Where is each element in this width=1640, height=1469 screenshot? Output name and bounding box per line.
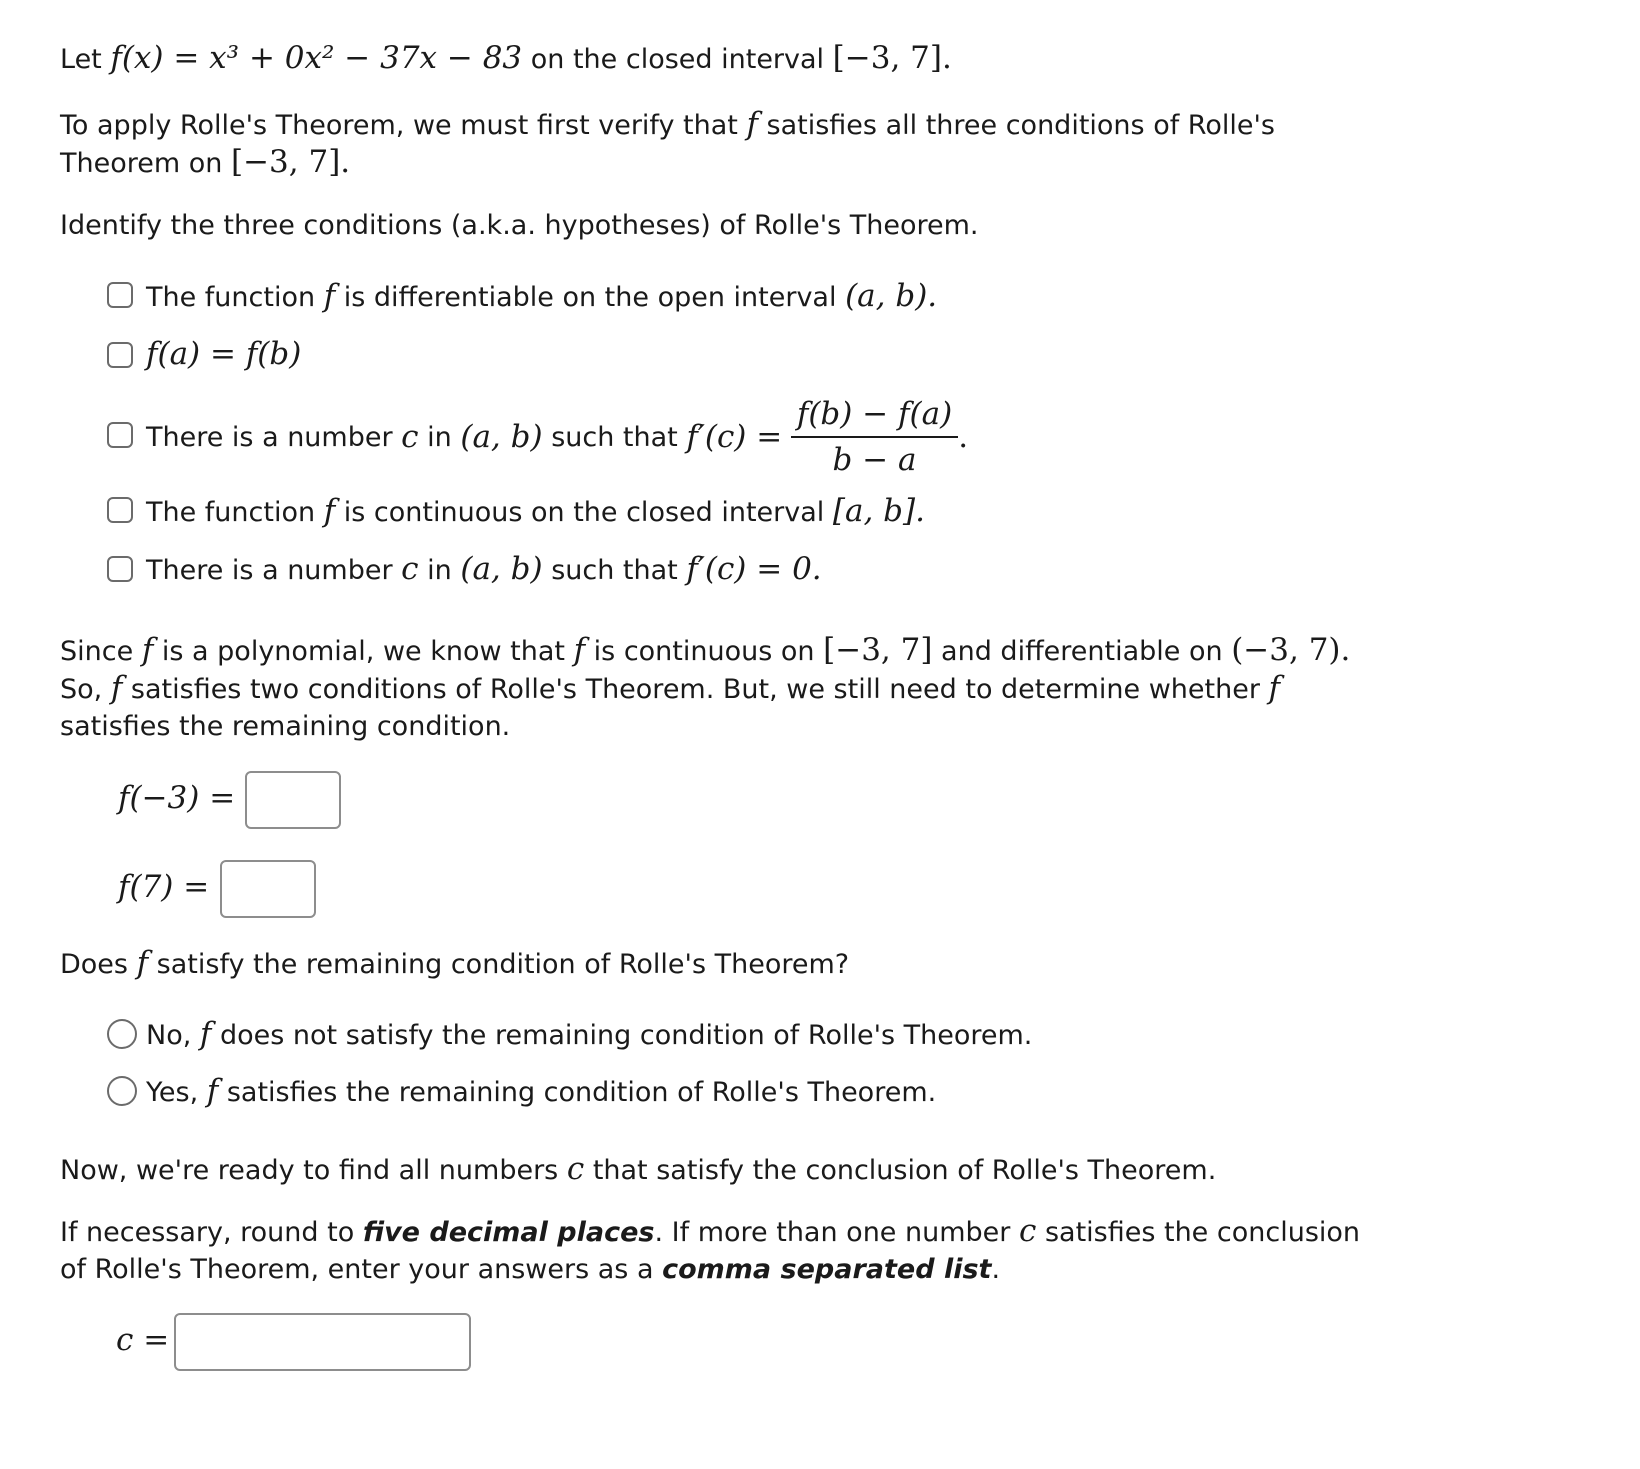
since-t6: satisfies two conditions of Rolle's Theorem. But, we still need to determine whether bbox=[130, 674, 1260, 705]
c5-text1: There is a number bbox=[146, 555, 393, 586]
condition-5-label bbox=[146, 551, 822, 587]
c5-text2: in bbox=[427, 555, 452, 586]
verify-interval: [−3, 7]. bbox=[230, 144, 351, 180]
c3-end: . bbox=[958, 419, 969, 455]
radio-no-t2: does not satisfy the remaining condition of Rolle's Theorem. bbox=[219, 1020, 1033, 1051]
question-t2: satisfy the remaining condition of Rolle's Theorem? bbox=[156, 949, 850, 980]
since-closed: [−3, 7] bbox=[823, 632, 933, 668]
since-open: (−3, 7). bbox=[1231, 632, 1351, 668]
c5-ab: (a, b) bbox=[460, 551, 543, 587]
radio-no-t1: No, bbox=[146, 1020, 192, 1051]
since-f2: f bbox=[573, 632, 586, 668]
rounding-t1: If necessary, round to bbox=[60, 1217, 355, 1248]
c3-c: c bbox=[401, 419, 419, 455]
c5-math: f′(c) = 0. bbox=[686, 551, 822, 587]
let-label: Let bbox=[60, 44, 102, 75]
c1-text2: is differentiable on the open interval bbox=[343, 282, 837, 313]
c4-text1: The function bbox=[146, 497, 316, 528]
f-symbol: f bbox=[746, 106, 758, 142]
c4-math: [a, b]. bbox=[832, 493, 925, 529]
radio-no-label bbox=[146, 1016, 1032, 1052]
conclusion-text bbox=[60, 1151, 1216, 1187]
c3-fraction bbox=[791, 392, 958, 482]
radio-yes-f: f bbox=[206, 1073, 219, 1109]
verify-paragraph bbox=[60, 106, 1390, 182]
c3-denominator: b − a bbox=[832, 442, 917, 478]
c1-f: f bbox=[323, 278, 336, 314]
c3-text3: such that bbox=[551, 421, 678, 453]
interval-math: [−3, 7]. bbox=[832, 40, 952, 76]
question-t1: Does bbox=[60, 949, 128, 980]
c3-text2: in bbox=[427, 421, 452, 453]
condition-5-checkbox[interactable] bbox=[107, 556, 133, 582]
rounding-instructions bbox=[60, 1213, 1380, 1288]
rounding-t3: satisfies the conclusion of Rolle's Theorem, enter your answers as a bbox=[60, 1217, 1361, 1285]
c3-text1: There is a number bbox=[146, 421, 393, 453]
conclusion-t1: Now, we're ready to find all numbers bbox=[60, 1155, 559, 1186]
c5-text3: such that bbox=[551, 555, 678, 586]
interval-label: on the closed interval bbox=[530, 44, 825, 75]
rounding-t2: . If more than one number bbox=[654, 1217, 1011, 1248]
radio-yes[interactable] bbox=[107, 1076, 137, 1106]
conclusion-c: c bbox=[566, 1151, 585, 1187]
problem-statement bbox=[60, 40, 952, 76]
radio-yes-t1: Yes, bbox=[146, 1077, 199, 1108]
condition-2-checkbox[interactable] bbox=[107, 342, 133, 368]
radio-no-f: f bbox=[199, 1016, 212, 1052]
c4-f: f bbox=[323, 493, 336, 529]
identify-prompt: Identify the three conditions (a.k.a. hypotheses) of Rolle's Theorem. bbox=[60, 210, 979, 241]
radio-no[interactable] bbox=[107, 1019, 137, 1049]
f-7-label: f(7) = bbox=[118, 869, 210, 905]
rounding-bold-2: comma separated list bbox=[662, 1254, 992, 1285]
f-7-input[interactable] bbox=[220, 860, 316, 918]
radio-yes-t2: satisfies the remaining condition of Rolle's Theorem. bbox=[226, 1077, 937, 1108]
condition-1-label bbox=[146, 278, 937, 314]
verify-text: To apply Rolle's Theorem, we must first verify that bbox=[60, 110, 738, 141]
since-t2: is a polynomial, we know that bbox=[161, 636, 565, 667]
f-neg3-label: f(−3) = bbox=[118, 780, 236, 816]
f-neg3-input[interactable] bbox=[245, 771, 341, 829]
since-t5: So, bbox=[60, 674, 103, 705]
c1-math: (a, b). bbox=[845, 278, 938, 314]
since-t7: satisfies the remaining condition. bbox=[60, 711, 511, 742]
since-paragraph bbox=[60, 632, 1360, 745]
radio-yes-label bbox=[146, 1073, 936, 1109]
condition-4-label bbox=[146, 493, 925, 529]
since-f4: f bbox=[1268, 670, 1281, 706]
c-label: c = bbox=[116, 1322, 170, 1358]
function-expression: f(x) = x³ + 0x² − 37x − 83 bbox=[110, 40, 523, 76]
c1-text1: The function bbox=[146, 282, 316, 313]
since-t4: and differentiable on bbox=[941, 636, 1223, 667]
condition-2-label: f(a) = f(b) bbox=[146, 336, 302, 372]
since-f3: f bbox=[110, 670, 123, 706]
condition-1-checkbox[interactable] bbox=[107, 282, 133, 308]
rounding-t4: . bbox=[991, 1254, 1001, 1285]
question-f: f bbox=[136, 945, 149, 981]
since-t1: Since bbox=[60, 636, 134, 667]
conclusion-t2: that satisfy the conclusion of Rolle's Theorem. bbox=[592, 1155, 1217, 1186]
since-t3: is continuous on bbox=[593, 636, 815, 667]
c3-numerator: f(b) − f(a) bbox=[791, 392, 958, 438]
c5-c: c bbox=[401, 551, 419, 587]
condition-4-checkbox[interactable] bbox=[107, 497, 133, 523]
condition-3-label bbox=[146, 392, 968, 482]
verify-text-2: satisfies all three conditions of Rolle's Theorem on bbox=[60, 110, 1275, 179]
condition-3-checkbox[interactable] bbox=[107, 422, 133, 448]
remaining-condition-question bbox=[60, 945, 849, 981]
c4-text2: is continuous on the closed interval bbox=[343, 497, 825, 528]
since-f1: f bbox=[141, 632, 154, 668]
c3-fprime: f′(c) = bbox=[686, 419, 783, 455]
rounding-c: c bbox=[1018, 1213, 1037, 1249]
rounding-bold-1: five decimal places bbox=[362, 1217, 655, 1248]
c-answer-input[interactable] bbox=[174, 1313, 471, 1371]
c3-ab: (a, b) bbox=[460, 419, 543, 455]
